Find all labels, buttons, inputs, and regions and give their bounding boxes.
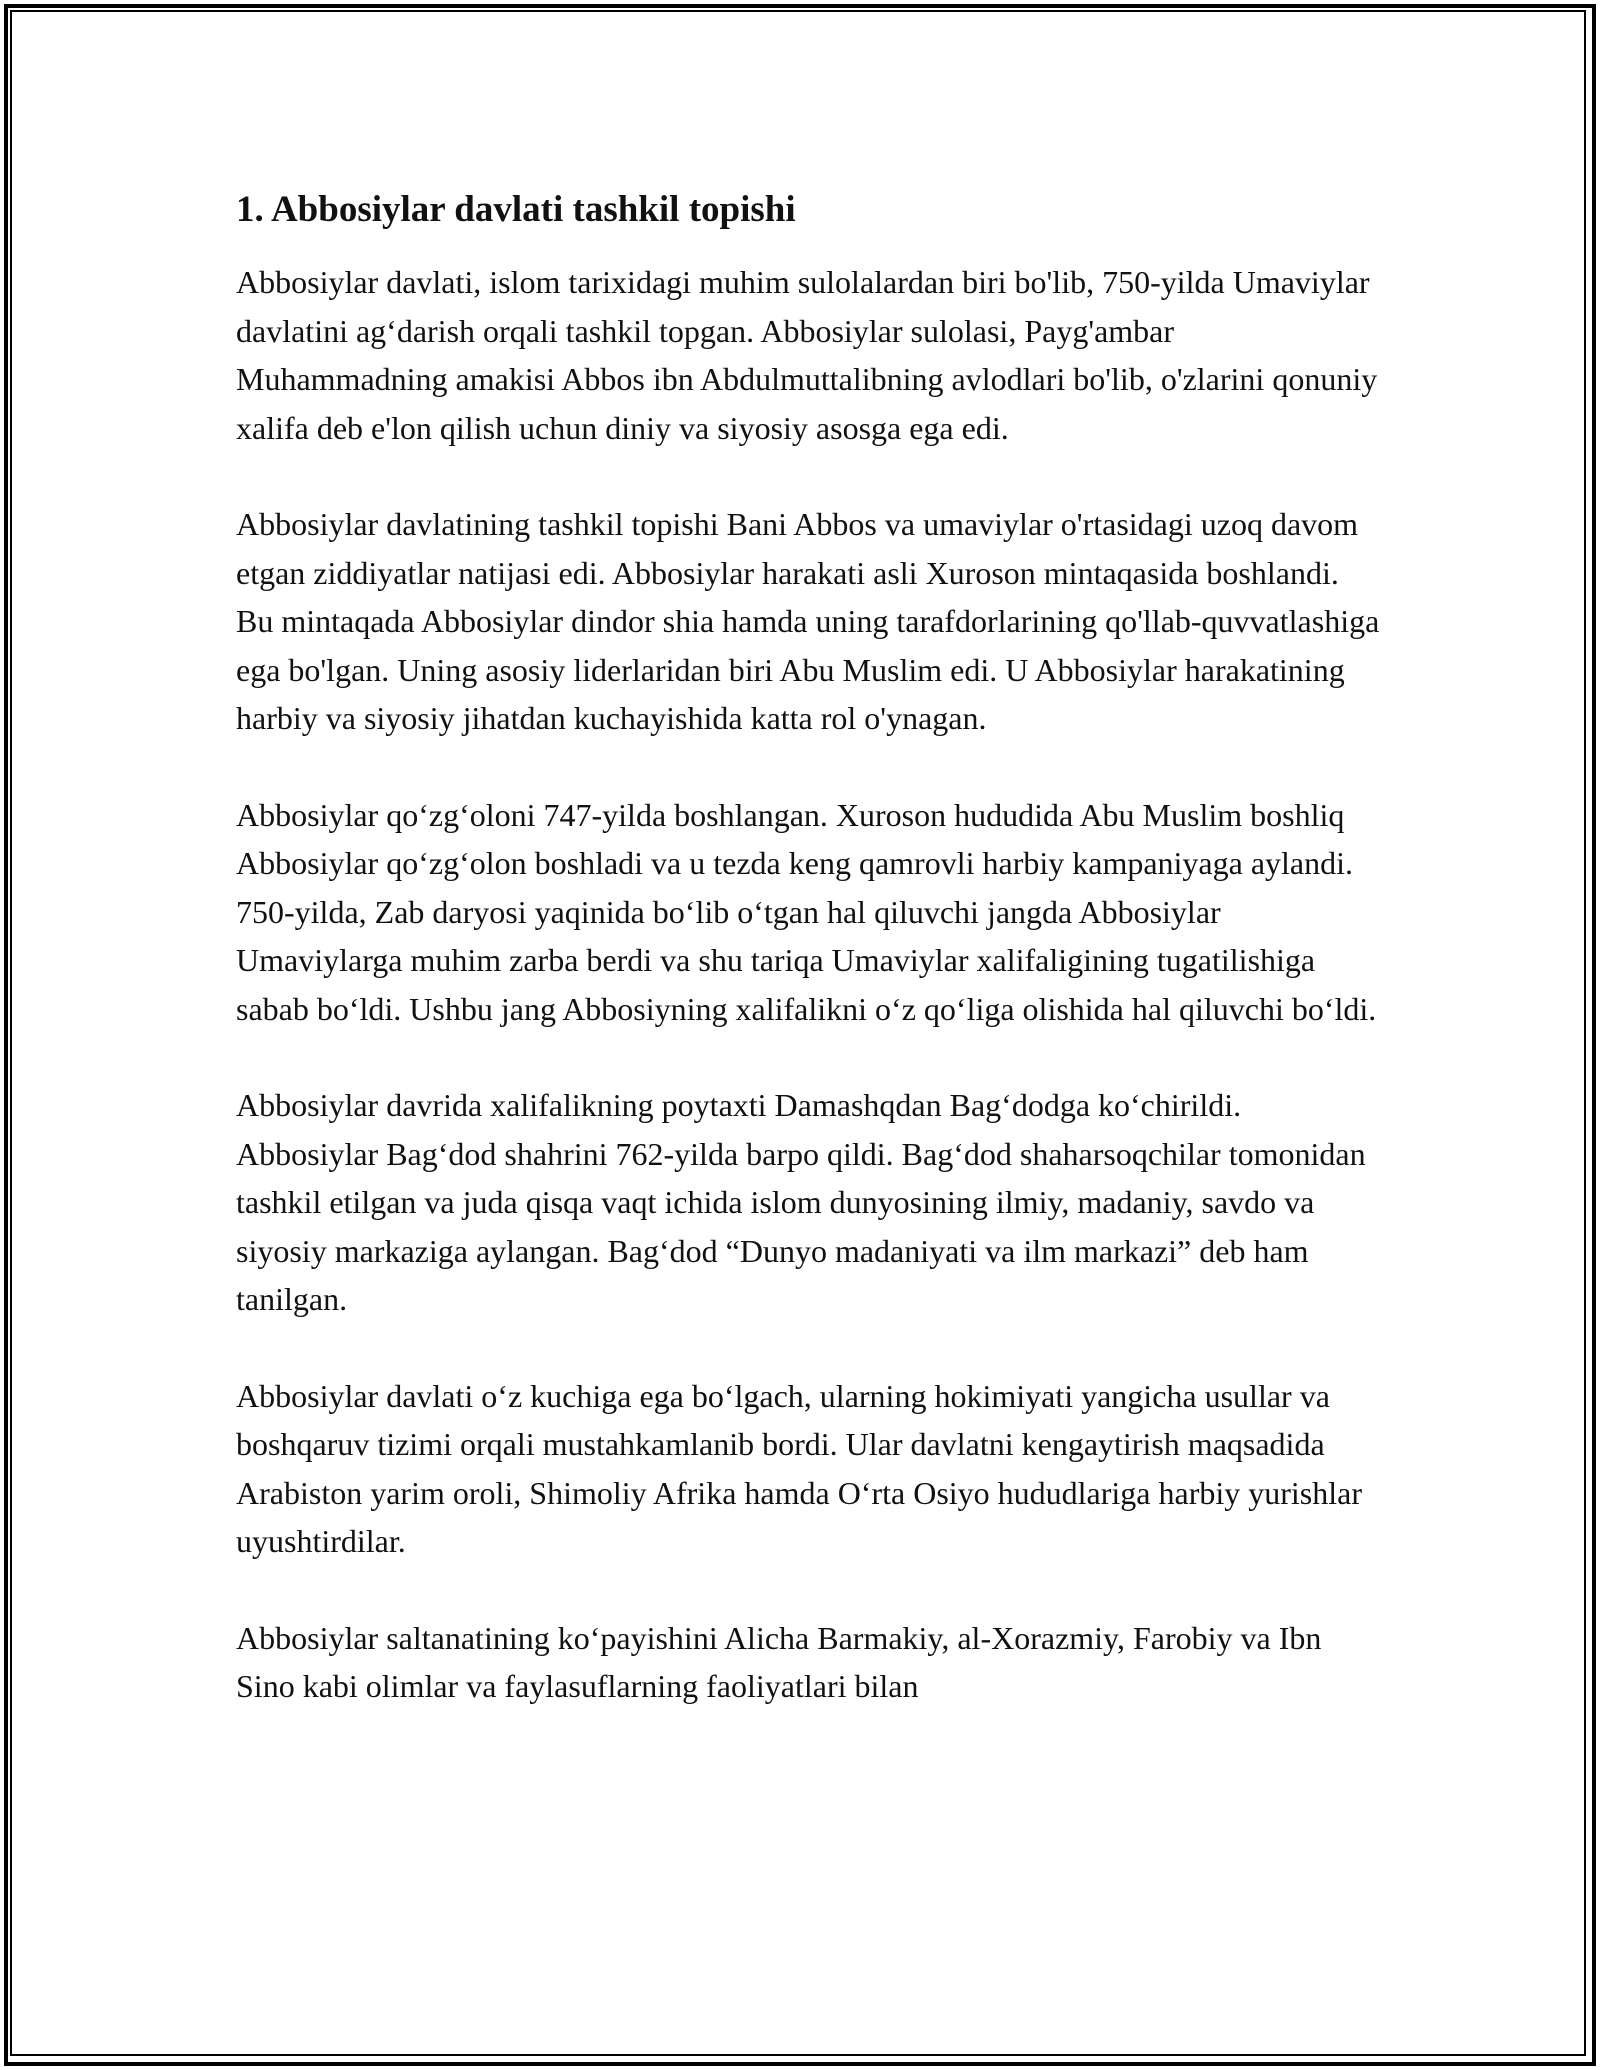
paragraph-1: Abbosiylar davlati, islom tarixidagi muhim sulolalardan biri bo'lib, 750-yilda Umaviylar davlatini ag‘darish orqali tashkil topgan. Abbosiylar sulolasi, Payg'ambar Muhammadning amakisi Abbos ibn Abdulmuttalibning avlodlari bo'lib, o'zlarini qonuniy xalifa deb e'lon qilish uchun diniy va siyosiy asosga ega edi. xyxy=(236,264,1378,446)
document-body xyxy=(236,184,1384,1711)
paragraph-3: Abbosiylar qo‘zg‘oloni 747-yilda boshlangan. Xuroson hududida Abu Muslim boshliq Abbosiylar qo‘zg‘olon boshladi va u tezda keng qamrovli harbiy kampaniyaga aylandi. 750-yilda, Zab daryosi yaqinida bo‘lib o‘tgan hal qiluvchi jangda Abbosiylar Umaviylarga muhim zarba berdi va shu tariqa Umaviylar xalifaligining tugatilishiga sabab bo‘ldi. Ushbu jang Abbosiyning xalifalikni o‘z qo‘liga olishida hal qiluvchi bo‘ldi. xyxy=(236,796,1377,1027)
paragraph-2: Abbosiylar davlatining tashkil topishi Bani Abbos va umaviylar o'rtasidagi uzoq davom etgan ziddiyatlar natijasi edi. Abbosiylar harakati asli Xuroson mintaqasida boshlandi. Bu mintaqada Abbosiylar dindor shia hamda uning tarafdorlarining qo'llab-quvvatlashiga ega bo'lgan. Uning asosiy liderlaridan biri Abu Muslim edi. U Abbosiylar harakatining harbiy va siyosiy jihatdan kuchayishida katta rol o'ynagan. xyxy=(236,506,1380,736)
paragraph-5: Abbosiylar davlati o‘z kuchiga ega bo‘lgach, ularning hokimiyati yangicha usullar va boshqaruv tizimi orqali mustahkamlanib bordi. Ular davlatni kengaytirish maqsadida Arabiston yarim oroli, Shimoliy Afrika hamda O‘rta Osiyo hududlariga harbiy yurishlar uyushtirdilar. xyxy=(236,1377,1362,1559)
section-heading: 1. Abbosiylar davlati tashkil topishi xyxy=(236,189,796,230)
paragraph-4: Abbosiylar davrida xalifalikning poytaxti Damashqdan Bag‘dodga ko‘chirildi. Abbosiylar Bag‘dod shahrini 762-yilda barpo qildi. Bag‘dod shaharsoqchilar tomonidan tashkil etilgan va juda qisqa vaqt ichida islom dunyosining ilmiy, madaniy, savdo va siyosiy markaziga aylangan. Bag‘dod “Dunyo madaniyati va ilm markazi” deb ham tanilgan. xyxy=(236,1087,1366,1317)
paragraph-6: Abbosiylar saltanatining ko‘payishini Alicha Barmakiy, al-Xorazmiy, Farobiy va Ibn Sino kabi olimlar va faylasuflarning faoliyatlari bilan xyxy=(236,1619,1322,1704)
